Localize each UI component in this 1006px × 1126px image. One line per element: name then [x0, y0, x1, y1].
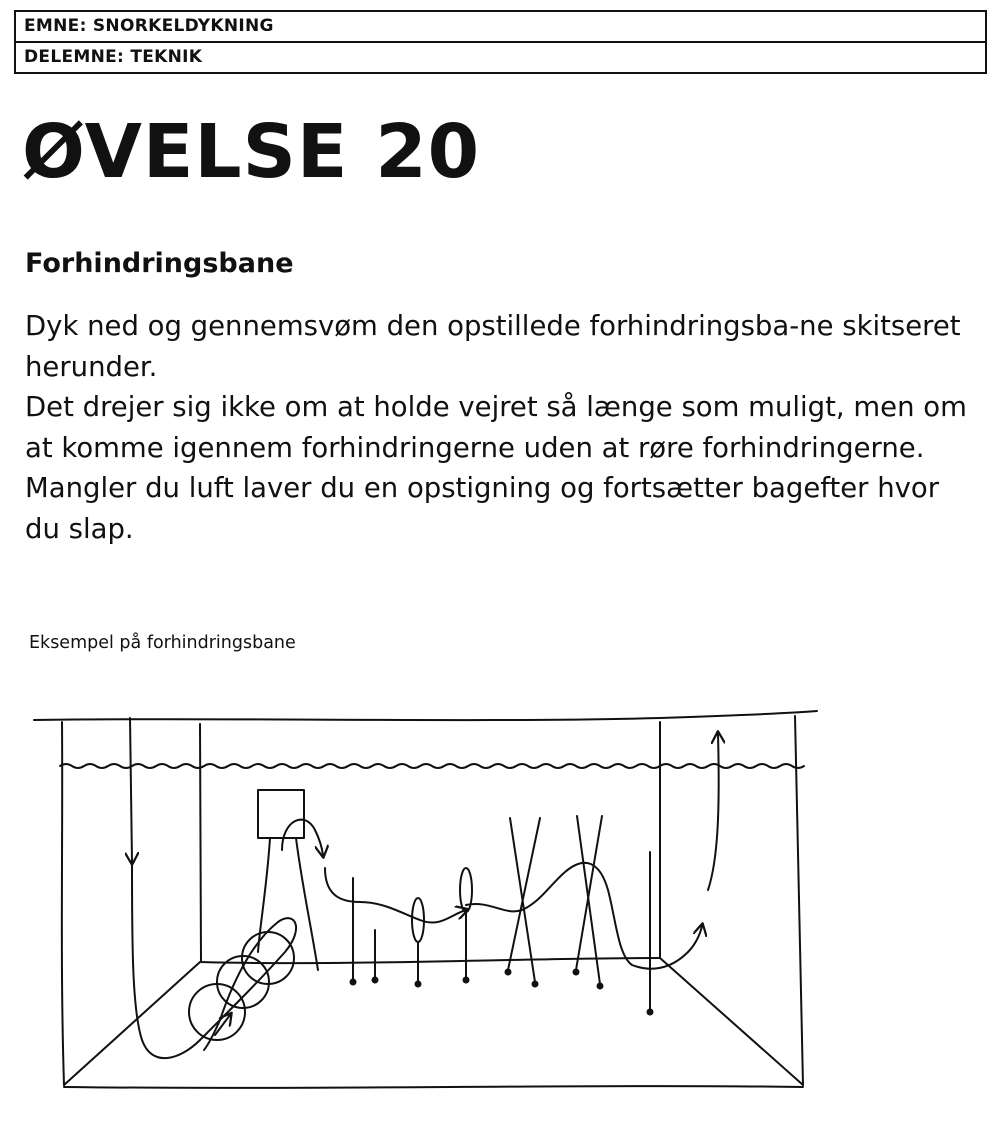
- pool-floor-right-edge: [660, 958, 803, 1085]
- page-title: ØVELSE 20: [22, 109, 481, 195]
- pool-floor-back: [200, 958, 660, 963]
- instruction-paragraph-2: Det drejer sig ikke om at holde vejret så længe som muligt, men om at komme igennem forhindringerne uden at røre forhindringerne. Mangler du luft laver du en opstigning og fortsætter bagefter hvor du slap.: [25, 391, 967, 545]
- obstacle-course-sketch-icon: [20, 690, 830, 1110]
- instructions: [25, 306, 975, 549]
- subject-label: EMNE: SNORKELDYKNING: [24, 16, 274, 36]
- header-box: [14, 10, 987, 74]
- water-surface: [60, 764, 804, 768]
- exercise-subtitle: Forhindringsbane: [25, 248, 294, 279]
- descent-arrow: [130, 718, 132, 862]
- box-obstacle: [258, 790, 304, 838]
- pool-right-wall: [795, 716, 803, 1085]
- illustration-caption: Eksempel på forhindringsbane: [29, 633, 296, 653]
- ascent-arrow: [708, 734, 719, 890]
- swim-path: [132, 862, 296, 1058]
- pool-top-edge: [34, 711, 817, 720]
- pool-floor-front: [64, 1086, 803, 1088]
- instruction-paragraph-1: Dyk ned og gennemsvøm den opstillede forhindringsba-ne skitseret herunder.: [25, 310, 961, 383]
- pool-back-left-wall: [200, 724, 201, 962]
- pool-left-wall: [62, 722, 64, 1085]
- subtopic-label: DELEMNE: TEKNIK: [16, 41, 985, 72]
- pool-floor-left-edge: [64, 962, 200, 1085]
